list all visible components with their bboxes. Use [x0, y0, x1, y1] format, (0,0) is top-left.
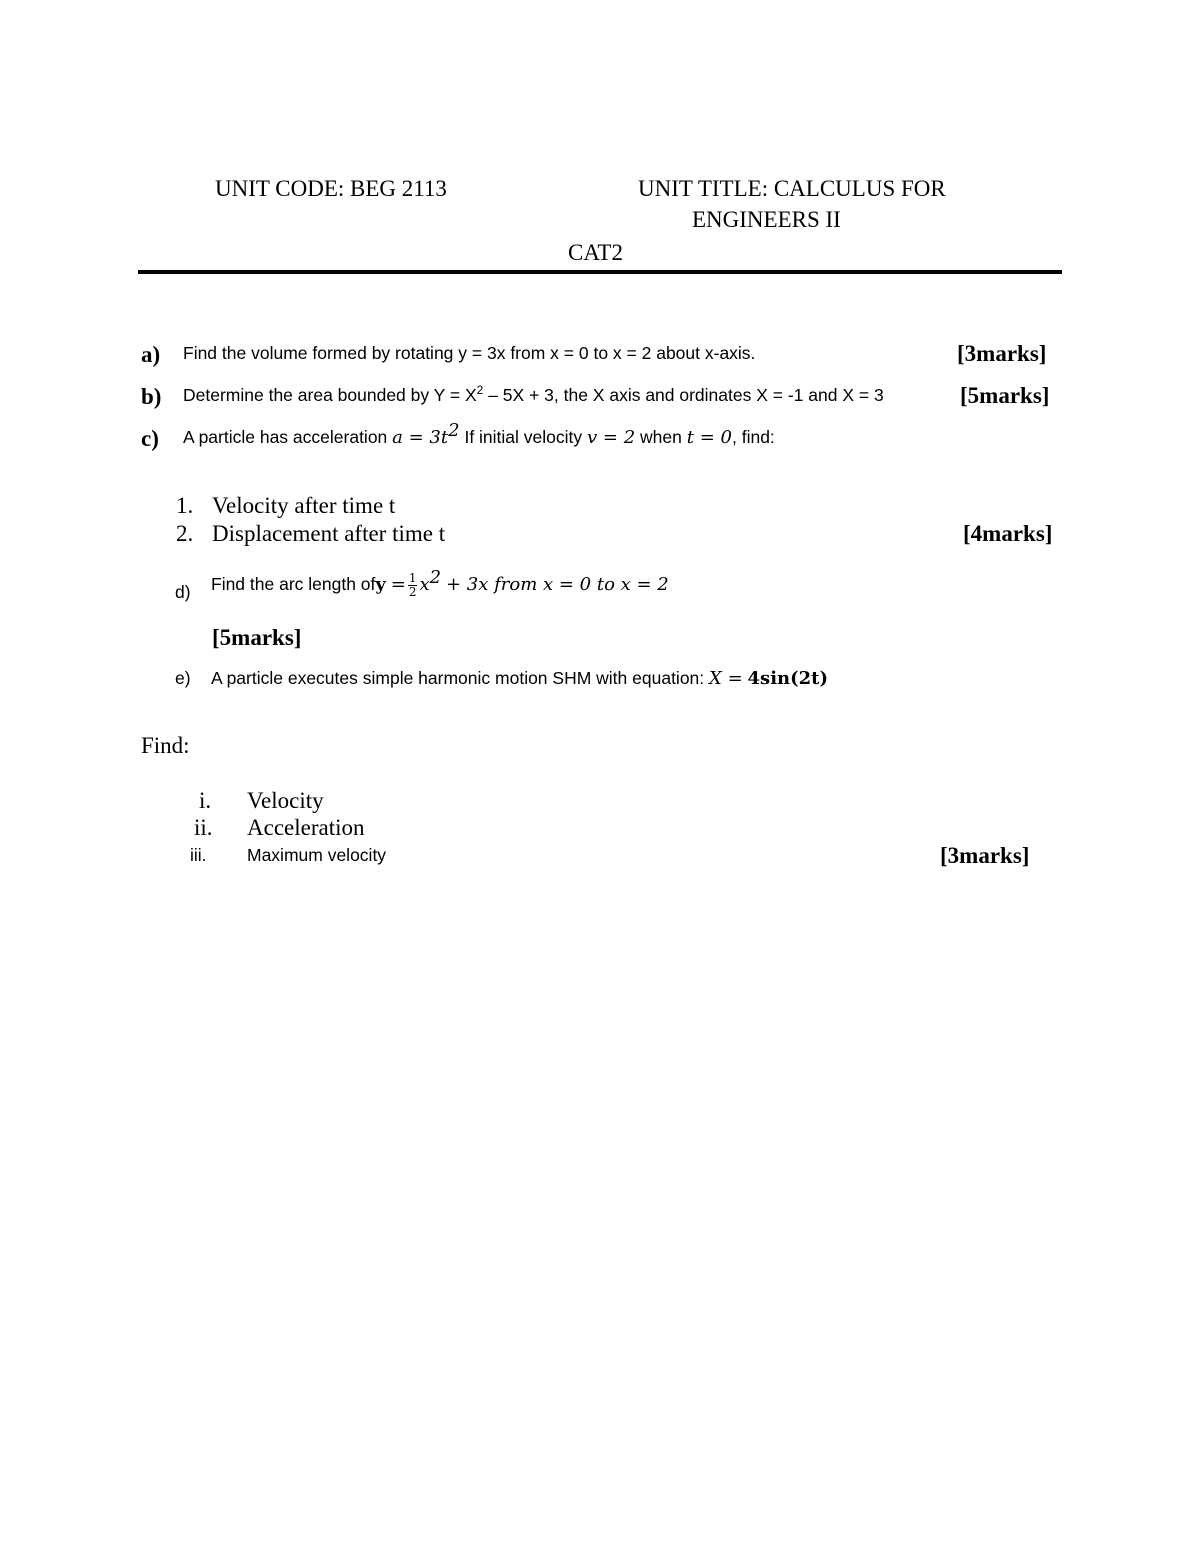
find-label: Find: [141, 733, 190, 758]
question-c-marks: [4marks] [963, 521, 1053, 546]
find-item-1-num: i. [199, 788, 212, 813]
question-b-marks: [5marks] [960, 383, 1050, 408]
question-d-marks: [5marks] [212, 625, 302, 650]
question-a-marks: [3marks] [957, 341, 1047, 366]
unit-code: UNIT CODE: BEG 2113 [215, 176, 447, 201]
cat-label: CAT2 [568, 240, 623, 265]
question-d-text: Find the arc length ofy = $\frac{1}{2}$ $x^2 + 3x$ from x = 0 to x = 2 [211, 567, 669, 599]
question-d-label: d) [175, 582, 191, 602]
header-divider [138, 270, 1062, 274]
find-item-2-num: ii. [194, 815, 213, 840]
unit-title-line2: ENGINEERS II [692, 207, 841, 232]
question-b-text: Determine the area bounded by $Y = X^2 - 5X + 3$, the X axis and ordinates X = -1 and X = 3 [183, 383, 884, 405]
c-item-1-num: 1. [176, 493, 194, 518]
question-c-label: c) [141, 426, 159, 451]
question-a-label: a) [141, 342, 161, 367]
unit-title-line1: UNIT TITLE: CALCULUS FOR [638, 176, 946, 201]
question-b-label: b) [141, 384, 162, 409]
c-item-2-text: Displacement after time t [212, 521, 446, 546]
c-item-1-text: Velocity after time t [212, 493, 396, 518]
question-e-label: e) [175, 668, 191, 688]
find-marks: [3marks] [940, 843, 1030, 868]
find-item-2-text: Acceleration [247, 815, 365, 840]
question-c-text: A particle has acceleration $a = 3t^2$ If initial velocity v = 2 when t = 0, find: [183, 420, 775, 448]
c-item-2-num: 2. [176, 521, 194, 546]
find-item-3-text: Maximum velocity [247, 845, 387, 865]
question-e-text: A particle executes simple harmonic motion SHM with equation: X = 4sin(2t) [211, 668, 828, 689]
find-item-3-num: iii. [190, 845, 207, 865]
find-item-1-text: Velocity [247, 788, 324, 813]
question-a-text: Find the volume formed by rotating y = 3x from x = 0 to x = 2 about x-axis. [183, 343, 756, 363]
